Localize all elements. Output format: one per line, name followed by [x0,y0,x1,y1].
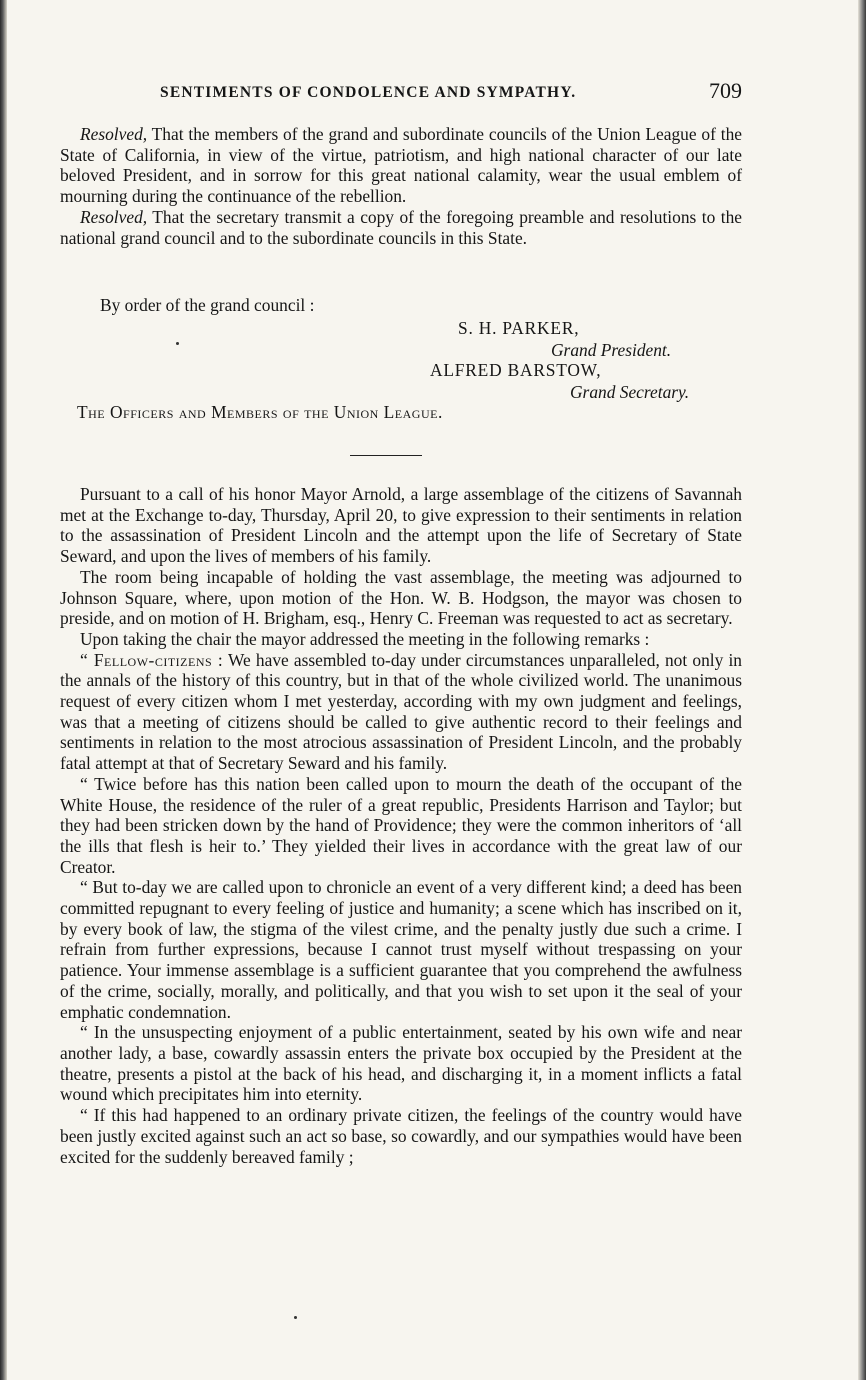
resolution-1-lead: Resolved, [80,124,148,144]
resolution-1 [60,124,742,207]
header-title: SENTIMENTS OF CONDOLENCE AND SYMPATHY. [160,84,577,101]
order-line-block [60,295,742,316]
paragraph-2: The room being incapable of holding the vast assemblage, the meeting was adjourned to Johnson Square, where, upon motion of the Hon. W. B. Hodgson, the mayor was chosen to preside, and on motion of H. Brigham, esq., Henry C. Freeman was requested to act as secretary. [60,566,742,629]
paragraph-4-lead: “ Fellow-citizens : [80,649,224,670]
resolution-2-text: That the secretary transmit a copy of the foregoing preamble and resolutions to the national grand council and to the subordinate councils in this State. [60,206,742,248]
speck-mark [294,1316,297,1319]
resolution-2-lead: Resolved, [80,206,148,227]
page-edge-right [858,0,866,1380]
paragraph-7: “ In the unsuspecting enjoyment of a public entertainment, seated by his own wife and near another lady, a base, cowardly assassin enters the private box occupied by the President at the theatre, presents a pistol at the back of his head, and discharging it, in a moment inflicts a fatal wound which precipitates him into eternity. [60,1022,742,1105]
paragraph-8: “ If this had happened to an ordinary private citizen, the feelings of the country would have been justly excited against such an act so base, so cowardly, and our sympathies would have been excited for the suddenly bereaved family ; [60,1105,742,1167]
signature-1-title: Grand President. [551,340,672,360]
resolution-2 [60,207,742,248]
resolutions-block [60,124,742,248]
paragraph-3: Upon taking the chair the mayor addressed the meeting in the following remarks : [80,628,650,649]
signature-2-title: Grand Secretary. [570,382,690,402]
signature-1-name: S. H. PARKER, [458,318,580,338]
paragraph-1: Pursuant to a call of his honor Mayor Arnold, a large assemblage of the citizens of Savannah met at the Exchange to-day, Thursday, April 20, to give expression to their sentiments in relation to the assassination of President Lincoln and the attempt upon the life of Secretary of State Seward, and upon the lives of members of his family. [60,484,742,567]
running-header [60,78,742,108]
resolution-1-text: That the members of the grand and subordinate councils of the Union League of the State of California, in view of the virtue, patriotism, and high national character of our late beloved President, and in sorrow for this great national calamity, wear the usual emblem of mourning during the continuance of the rebellion. [60,124,742,207]
savannah-report [60,484,742,1167]
signature-2-name: ALFRED BARSTOW, [430,360,602,380]
paragraph-6: “ But to-day we are called upon to chronicle an event of a very different kind; a deed has been committed repugnant to every feeling of justice and humanity; a scene which has inscribed on it, by every book of law, the stigma of the vilest crime, and the penalty justly due such a crime. I refrain from further expressions, because I cannot trust myself without trespassing on your patience. Your immense assemblage is a sufficient guarantee that you comprehend the awfulness of the crime, socially, morally, and politically, and that you wish to set upon it the seal of your emphatic condemnation. [60,877,742,1022]
paragraph-4-text: We have assembled to-day under circumstances unparalleled, not only in the annals of the history of this country, but in that of the whole civilized world. The unanimous request of every citizen whom I met yesterday, according with my own judgment and feelings, was that a meeting of citizens should be called to give authentic record to their feelings and sentiments in relation to the most atrocious assassination of President Lincoln, and the probably fatal attempt at that of Secretary Seward and his family. [60,649,742,774]
speck-mark [176,342,179,345]
paragraph-5: “ Twice before has this nation been called upon to mourn the death of the occupant of the White House, the residence of the ruler of a great republic, Presidents Harrison and Taylor; but they had been stricken down by the hand of Providence; they were the common inheritors of ‘all the ills that flesh is heir to.’ They yielded their lives in accordance with the great law of our Creator. [60,773,742,877]
page-edge-left [0,0,7,1380]
page-number: 709 [709,78,742,103]
order-line: By order of the grand council : [100,295,315,315]
addressee-line: The Officers and Members of the Union League. [77,402,443,422]
section-divider [350,455,422,456]
paragraph-4 [60,650,742,774]
